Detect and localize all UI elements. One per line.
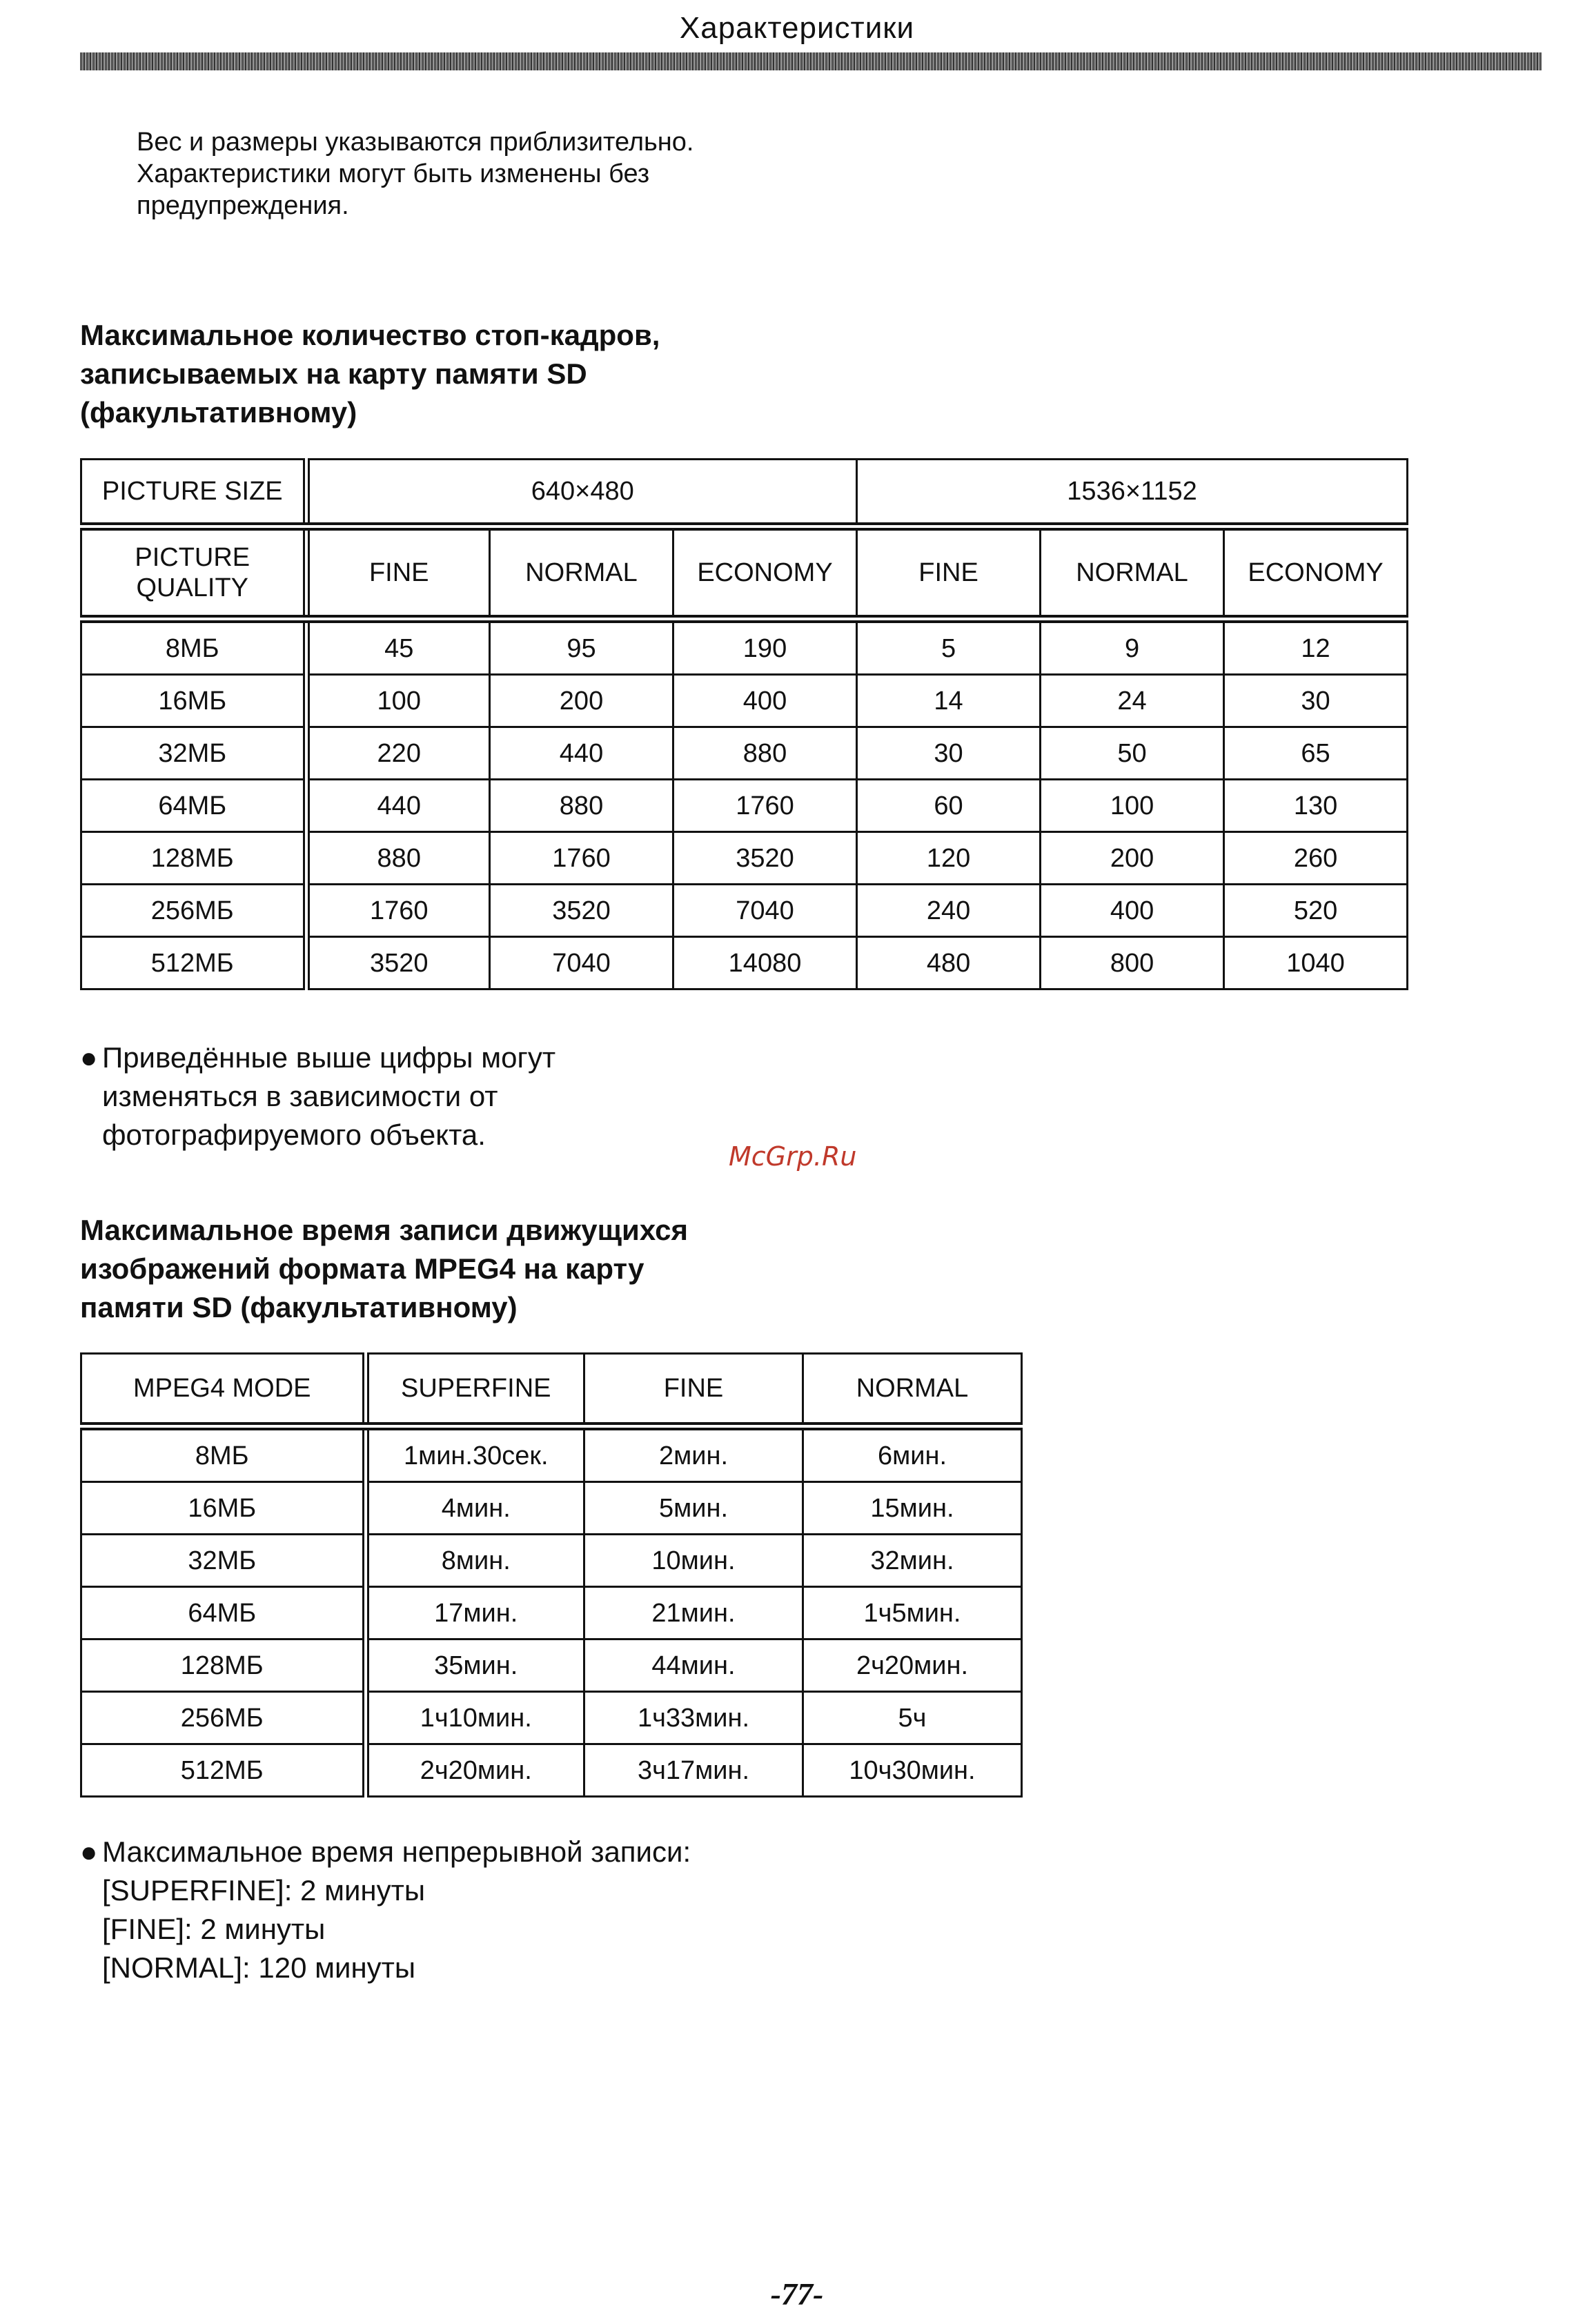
quality-header: ECONOMY [1224, 526, 1408, 619]
card-size-cell: 32МБ [81, 727, 306, 780]
time-cell: 5ч [803, 1692, 1022, 1744]
time-cell: 44мин. [584, 1639, 803, 1692]
note-line: Приведённые выше цифры могут [102, 1041, 556, 1074]
page-number: -77- [770, 2276, 824, 2312]
size-1536x1152: 1536×1152 [857, 460, 1408, 527]
count-cell: 30 [857, 727, 1041, 780]
count-cell: 880 [490, 780, 673, 832]
card-size-cell: 8МБ [81, 619, 306, 675]
count-cell: 480 [857, 937, 1041, 989]
table-row [81, 1482, 1022, 1535]
table-row [81, 619, 1408, 675]
count-cell: 1760 [490, 832, 673, 885]
count-cell: 200 [1041, 832, 1224, 885]
table-row [81, 937, 1408, 989]
card-size-cell: 32МБ [81, 1535, 366, 1587]
count-cell: 120 [857, 832, 1041, 885]
time-cell: 6мин. [803, 1426, 1022, 1482]
title-line: изображений формата MPEG4 на карту [80, 1252, 645, 1285]
quality-header: FINE [306, 526, 490, 619]
still-images-section-title [80, 316, 660, 432]
time-cell: 21мин. [584, 1587, 803, 1639]
count-cell: 60 [857, 780, 1041, 832]
title-line: памяти SD (факультативному) [80, 1291, 518, 1323]
time-cell: 3ч17мин. [584, 1744, 803, 1797]
count-cell: 200 [490, 675, 673, 727]
mpeg4-header-row [81, 1354, 1022, 1427]
table-row [81, 780, 1408, 832]
count-cell: 440 [306, 780, 490, 832]
card-size-cell: 256МБ [81, 1692, 366, 1744]
count-cell: 880 [673, 727, 857, 780]
header-rule [80, 52, 1542, 70]
count-cell: 45 [306, 619, 490, 675]
table-row [81, 1426, 1022, 1482]
title-line: Максимальное время записи движущихся [80, 1214, 689, 1246]
table-row [81, 885, 1408, 937]
count-cell: 100 [306, 675, 490, 727]
count-cell: 14080 [673, 937, 857, 989]
count-cell: 1760 [306, 885, 490, 937]
count-cell: 9 [1041, 619, 1224, 675]
count-cell: 400 [673, 675, 857, 727]
time-cell: 17мин. [366, 1587, 584, 1639]
count-cell: 30 [1224, 675, 1408, 727]
bullet-icon: ● [80, 1835, 98, 1868]
count-cell: 520 [1224, 885, 1408, 937]
intro-text [137, 126, 693, 221]
mpeg4-mode-label: MPEG4 MODE [81, 1354, 366, 1427]
note-line: изменяться в зависимости от [102, 1080, 498, 1112]
count-cell: 5 [857, 619, 1041, 675]
still-images-table [80, 458, 1408, 990]
count-cell: 3520 [306, 937, 490, 989]
time-cell: 10мин. [584, 1535, 803, 1587]
title-line: Максимальное количество стоп-кадров, [80, 319, 660, 351]
table-row [81, 675, 1408, 727]
card-size-cell: 128МБ [81, 1639, 366, 1692]
quality-header: FINE [857, 526, 1041, 619]
card-size-cell: 64МБ [81, 1587, 366, 1639]
time-cell: 32мин. [803, 1535, 1022, 1587]
time-cell: 4мин. [366, 1482, 584, 1535]
note-line: [SUPERFINE]: 2 минуты [102, 1874, 426, 1907]
time-cell: 1мин.30сек. [366, 1426, 584, 1482]
note-line: [NORMAL]: 120 минуты [102, 1951, 416, 1984]
bullet-icon: ● [80, 1041, 98, 1074]
table-row [81, 1692, 1022, 1744]
size-640x480: 640×480 [306, 460, 857, 527]
count-cell: 880 [306, 832, 490, 885]
time-cell: 1ч5мин. [803, 1587, 1022, 1639]
mpeg4-note [80, 1833, 691, 1987]
time-cell: 2ч20мин. [803, 1639, 1022, 1692]
count-cell: 24 [1041, 675, 1224, 727]
count-cell: 14 [857, 675, 1041, 727]
count-cell: 240 [857, 885, 1041, 937]
note-line: Максимальное время непрерывной записи: [102, 1835, 691, 1868]
mode-header: SUPERFINE [366, 1354, 584, 1427]
card-size-cell: 8МБ [81, 1426, 366, 1482]
picture-quality-row [81, 526, 1408, 619]
table-row [81, 1535, 1022, 1587]
picture-size-row [81, 460, 1408, 527]
time-cell: 1ч33мин. [584, 1692, 803, 1744]
table-row [81, 727, 1408, 780]
count-cell: 190 [673, 619, 857, 675]
time-cell: 2мин. [584, 1426, 803, 1482]
quality-header: NORMAL [1041, 526, 1224, 619]
picture-size-label: PICTURE SIZE [81, 460, 306, 527]
count-cell: 440 [490, 727, 673, 780]
mode-header: FINE [584, 1354, 803, 1427]
note-line: фотографируемого объекта. [102, 1119, 486, 1151]
time-cell: 8мин. [366, 1535, 584, 1587]
card-size-cell: 64МБ [81, 780, 306, 832]
page-header-title: Характеристики [679, 11, 915, 45]
mode-header: NORMAL [803, 1354, 1022, 1427]
table-row [81, 1744, 1022, 1797]
note-line: [FINE]: 2 минуты [102, 1913, 326, 1945]
card-size-cell: 512МБ [81, 937, 306, 989]
count-cell: 100 [1041, 780, 1224, 832]
count-cell: 7040 [490, 937, 673, 989]
intro-line: Вес и размеры указываются приблизительно. [137, 128, 694, 157]
count-cell: 3520 [490, 885, 673, 937]
card-size-cell: 128МБ [81, 832, 306, 885]
count-cell: 400 [1041, 885, 1224, 937]
intro-line: предупреждения. [137, 191, 349, 220]
time-cell: 1ч10мин. [366, 1692, 584, 1744]
time-cell: 15мин. [803, 1482, 1022, 1535]
mpeg4-table [80, 1352, 1023, 1798]
picture-quality-label [81, 526, 306, 619]
count-cell: 130 [1224, 780, 1408, 832]
count-cell: 65 [1224, 727, 1408, 780]
count-cell: 7040 [673, 885, 857, 937]
count-cell: 220 [306, 727, 490, 780]
quality-header: ECONOMY [673, 526, 857, 619]
card-size-cell: 512МБ [81, 1744, 366, 1797]
time-cell: 2ч20мин. [366, 1744, 584, 1797]
count-cell: 260 [1224, 832, 1408, 885]
count-cell: 50 [1041, 727, 1224, 780]
count-cell: 12 [1224, 619, 1408, 675]
quality-label-line: PICTURE [135, 543, 250, 572]
card-size-cell: 16МБ [81, 1482, 366, 1535]
title-line: (факультативному) [80, 396, 357, 429]
card-size-cell: 256МБ [81, 885, 306, 937]
mpeg4-section-title [80, 1211, 688, 1327]
still-images-note [80, 1038, 555, 1154]
time-cell: 5мин. [584, 1482, 803, 1535]
table-row [81, 1587, 1022, 1639]
intro-line: Характеристики могут быть изменены без [137, 159, 650, 188]
count-cell: 1040 [1224, 937, 1408, 989]
quality-label-line: QUALITY [136, 573, 249, 602]
count-cell: 800 [1041, 937, 1224, 989]
title-line: записываемых на карту памяти SD [80, 357, 587, 390]
card-size-cell: 16МБ [81, 675, 306, 727]
count-cell: 1760 [673, 780, 857, 832]
count-cell: 95 [490, 619, 673, 675]
count-cell: 3520 [673, 832, 857, 885]
time-cell: 35мин. [366, 1639, 584, 1692]
watermark: McGrp.Ru [729, 1141, 857, 1172]
quality-header: NORMAL [490, 526, 673, 619]
table-row [81, 832, 1408, 885]
time-cell: 10ч30мин. [803, 1744, 1022, 1797]
table-row [81, 1639, 1022, 1692]
